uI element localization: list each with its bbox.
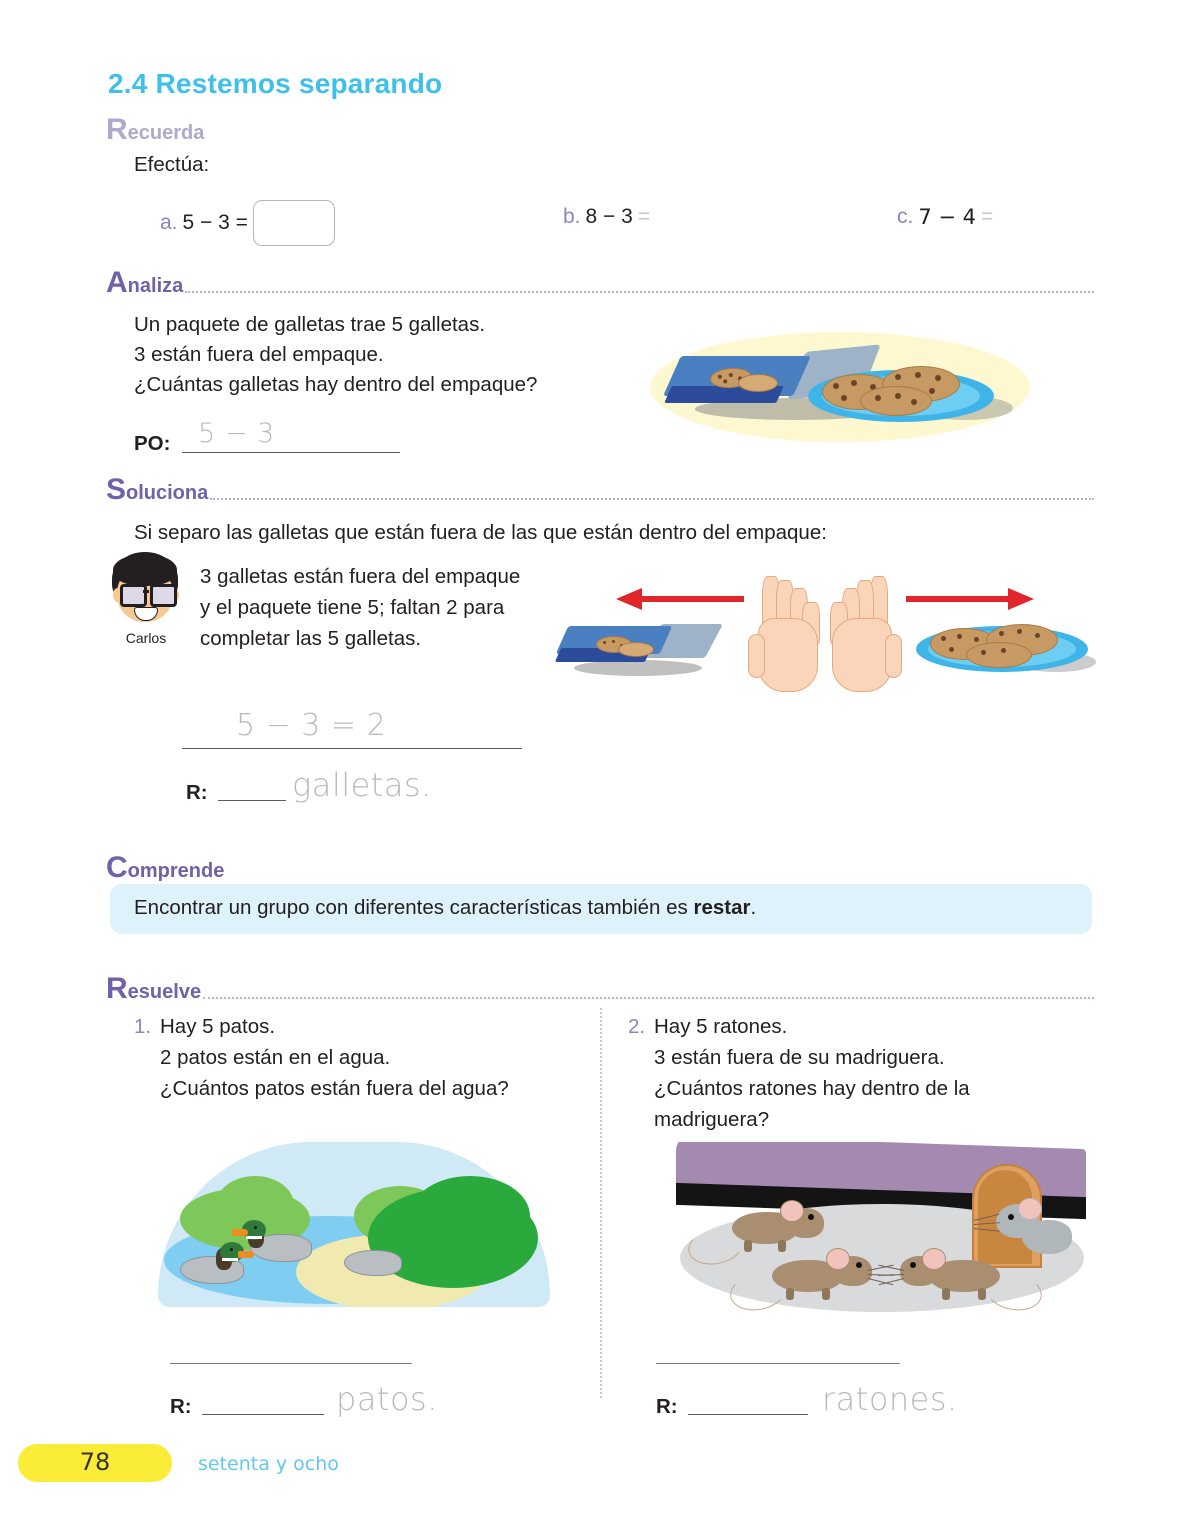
mice-burrow-illustration — [676, 1142, 1086, 1312]
cookie-package-small — [556, 618, 726, 680]
soluciona-heading-capital: S — [106, 473, 127, 506]
soluciona-answer-blank[interactable] — [218, 800, 286, 801]
problem-1-answer-blank[interactable] — [202, 1414, 324, 1415]
problem-2-work-line[interactable] — [656, 1363, 900, 1364]
analiza-heading-rest: naliza — [127, 274, 184, 297]
resuelve-heading-capital: R — [106, 972, 128, 1005]
exercise-b-equals: = — [637, 205, 651, 228]
soluciona-answer-label: R: — [186, 781, 208, 804]
po-blank-line[interactable] — [182, 452, 400, 453]
arrow-right-head — [1008, 588, 1034, 610]
carlos-glasses-right — [150, 584, 177, 607]
page-number-word: setenta y ocho — [198, 1453, 339, 1475]
analiza-heading-capital: A — [106, 266, 128, 299]
exercise-c-label: c. — [897, 205, 914, 228]
cookie-plate-small — [916, 616, 1092, 678]
comprende-text-after: . — [750, 896, 757, 919]
cookie-package-illustration — [650, 330, 1030, 445]
avatar-carlos — [108, 552, 184, 648]
exercise-a — [160, 200, 335, 246]
problem-2-answer-unit: ratones. — [822, 1380, 958, 1418]
arrow-left-head — [616, 588, 642, 610]
arrow-left-line — [640, 596, 744, 602]
exercise-b-expression: 8 − 3 — [585, 205, 633, 228]
section-header-soluciona — [106, 473, 1094, 506]
exercise-c[interactable] — [897, 205, 993, 229]
po-label: PO: — [134, 432, 171, 455]
section-header-comprende — [106, 851, 306, 884]
comprende-heading-rest: omprende — [127, 859, 225, 882]
section-header-resuelve — [106, 972, 1094, 1005]
problem-2-line-4: madriguera? — [654, 1108, 770, 1131]
soluciona-speech-line-2: y el paquete tiene 5; faltan 2 para — [200, 596, 505, 619]
exercise-a-label: a. — [160, 211, 178, 234]
problem-2-answer-label: R: — [656, 1395, 678, 1418]
po-value[interactable]: 5 − 3 — [198, 418, 275, 449]
resuelve-divider — [203, 997, 1094, 999]
soluciona-work-value[interactable]: 5 − 3 = 2 — [236, 708, 387, 743]
resuelve-heading-rest: esuelve — [127, 980, 202, 1003]
problem-2-line-3: ¿Cuántos ratones hay dentro de la — [654, 1077, 970, 1100]
duck-3 — [344, 1242, 404, 1276]
mouse-3 — [882, 1248, 1002, 1304]
carlos-glasses-left — [120, 584, 147, 607]
carlos-hair-top — [113, 554, 177, 586]
problem-2-number: 2. — [628, 1015, 646, 1038]
soluciona-work-line[interactable] — [182, 748, 522, 749]
column-divider — [600, 1008, 602, 1398]
arrow-right-line — [906, 596, 1010, 602]
problem-2-answer-blank[interactable] — [688, 1414, 808, 1415]
exercise-b-label: b. — [563, 205, 581, 228]
carlos-name-label: Carlos — [125, 630, 167, 646]
exercise-c-expression: 7 − 4 — [918, 205, 977, 229]
problem-1-work-line[interactable] — [170, 1363, 412, 1364]
section-header-analiza — [106, 266, 1094, 299]
comprende-text-before: Encontrar un grupo con diferentes características también es — [134, 896, 694, 919]
soluciona-divider — [210, 498, 1094, 500]
analiza-line-1: Un paquete de galletas trae 5 galletas. — [134, 313, 486, 336]
ducks-pond-illustration — [158, 1142, 550, 1307]
hands-separating-illustration — [556, 570, 1092, 690]
mouse-2 — [770, 1248, 890, 1304]
recuerda-heading-capital: R — [106, 113, 128, 146]
cookie-plate — [808, 356, 998, 426]
recuerda-heading-rest: ecuerda — [127, 121, 205, 144]
exercise-a-answer-box[interactable] — [253, 200, 335, 246]
comprende-text-bold: restar — [693, 896, 751, 919]
analiza-divider — [185, 291, 1094, 293]
problem-2-line-1: Hay 5 ratones. — [654, 1015, 788, 1038]
problem-1-answer-unit: patos. — [336, 1380, 438, 1418]
duck-bush-3b — [410, 1176, 530, 1256]
carlos-glasses-bridge — [143, 590, 149, 593]
problem-1-line-3: ¿Cuántos patos están fuera del agua? — [160, 1077, 509, 1100]
comprende-text — [134, 896, 756, 920]
problem-1-answer-label: R: — [170, 1395, 192, 1418]
problem-1-line-1: Hay 5 patos. — [160, 1015, 276, 1038]
soluciona-speech-line-1: 3 galletas están fuera del empaque — [200, 565, 521, 588]
soluciona-heading-rest: oluciona — [126, 481, 209, 504]
problem-1-line-2: 2 patos están en el agua. — [160, 1046, 391, 1069]
hand-right — [814, 576, 910, 690]
page-title: 2.4 Restemos separando — [108, 68, 443, 99]
analiza-line-3: ¿Cuántas galletas hay dentro del empaque? — [134, 373, 538, 396]
exercise-b[interactable] — [563, 205, 650, 229]
comprende-heading-capital: C — [106, 851, 128, 884]
exercise-c-equals: = — [981, 205, 994, 228]
problem-1-number: 1. — [134, 1015, 152, 1038]
section-header-recuerda — [106, 113, 286, 146]
page-number: 78 — [79, 1448, 111, 1476]
duck-2 — [172, 1242, 244, 1284]
analiza-line-2: 3 están fuera del empaque. — [134, 343, 384, 366]
problem-2-line-2: 3 están fuera de su madriguera. — [654, 1046, 945, 1069]
recuerda-prompt: Efectúa: — [134, 153, 210, 176]
soluciona-answer-unit: galletas. — [292, 766, 432, 804]
exercise-a-expression: 5 − 3 = — [182, 211, 248, 234]
soluciona-intro: Si separo las galletas que están fuera de las que están dentro del empaque: — [134, 521, 827, 544]
soluciona-speech-line-3: completar las 5 galletas. — [200, 627, 422, 650]
